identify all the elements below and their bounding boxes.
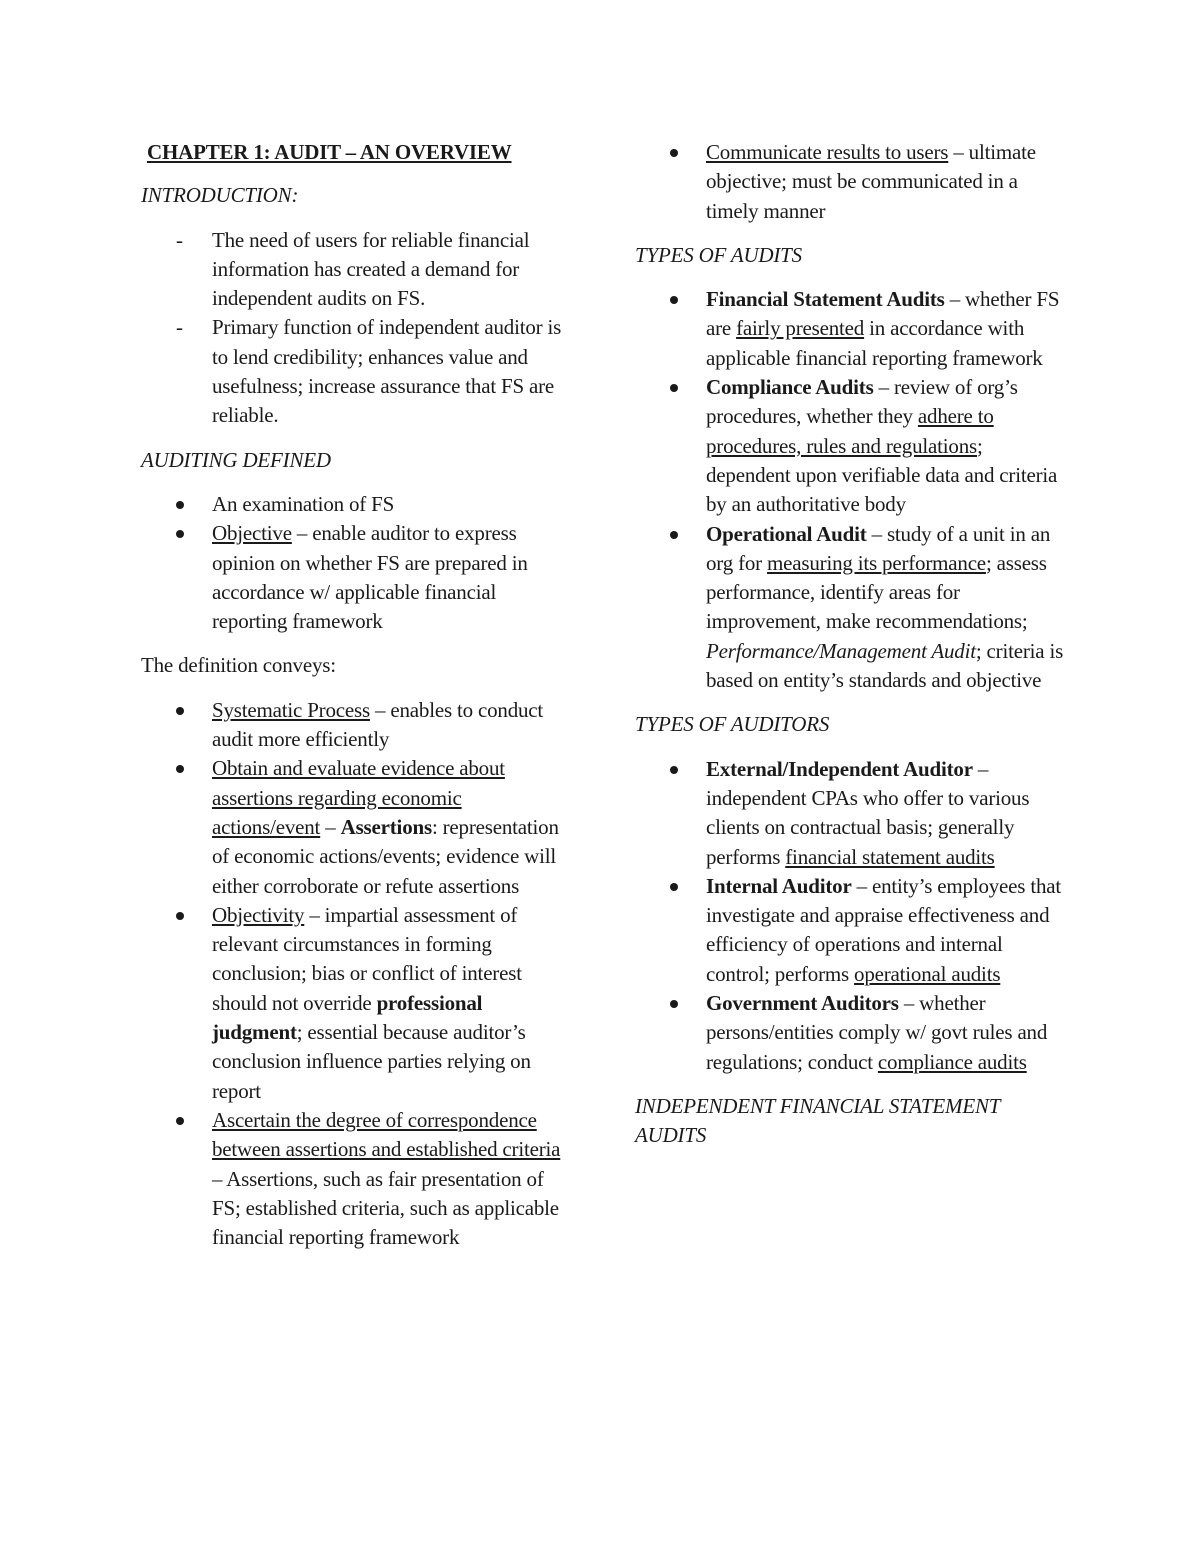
bullet-icon <box>176 912 184 920</box>
dash-marker: - <box>176 227 183 252</box>
types-of-auditors-list <box>635 755 1070 1077</box>
list-item: Communicate results to users – ultimate objective; must be communicated in a timely manner <box>635 138 1070 226</box>
list-item: Obtain and evaluate evidence about assertions regarding economic actions/event – Assertions: representation of economic actions/events; evidence will either corroborate or refute assertions <box>141 754 571 900</box>
definition-conveys-list <box>141 696 571 1253</box>
left-column <box>141 138 571 1267</box>
introduction-heading: INTRODUCTION: <box>141 183 299 208</box>
list-item: External/Independent Auditor – independent CPAs who offer to various clients on contractual basis; generally performs financial statement audits <box>635 755 1070 872</box>
list-item: An examination of FS <box>141 490 571 519</box>
auditing-defined-heading: AUDITING DEFINED <box>141 447 331 472</box>
list-item: Financial Statement Audits – whether FS are fairly presented in accordance with applicable financial reporting framework <box>635 285 1070 373</box>
right-column <box>635 138 1070 1166</box>
list-item: Systematic Process – enables to conduct audit more efficiently <box>141 696 571 755</box>
bullet-icon <box>670 883 678 891</box>
bullet-icon <box>176 530 184 538</box>
bullet-icon <box>670 296 678 304</box>
bullet-icon <box>670 1000 678 1008</box>
list-item: Ascertain the degree of correspondence between assertions and established criteria – Assertions, such as fair presentation of FS; established criteria, such as applicable financial reporting framework <box>141 1106 571 1252</box>
introduction-list <box>141 226 571 431</box>
bullet-icon <box>176 707 184 715</box>
bullet-icon <box>670 149 678 157</box>
bullet-icon <box>176 1117 184 1125</box>
types-of-audits-heading: TYPES OF AUDITS <box>635 242 802 267</box>
types-of-audits-list <box>635 285 1070 695</box>
bullet-icon <box>670 766 678 774</box>
chapter-title: CHAPTER 1: AUDIT – AN OVERVIEW <box>147 140 512 164</box>
auditing-defined-list <box>141 490 571 636</box>
independent-fs-audits-heading: INDEPENDENT FINANCIAL STATEMENT AUDITS <box>635 1093 1000 1148</box>
dash-marker: - <box>176 315 183 340</box>
list-item: Compliance Audits – review of org’s procedures, whether they adhere to procedures, rules and regulations; dependent upon verifiable data and criteria by an authoritative body <box>635 373 1070 519</box>
bullet-icon <box>670 384 678 392</box>
list-item: Government Auditors – whether persons/entities comply w/ govt rules and regulations; conduct compliance audits <box>635 989 1070 1077</box>
bullet-icon <box>670 531 678 539</box>
list-item: Objectivity – impartial assessment of relevant circumstances in forming conclusion; bias or conflict of interest should not override professional judgment; essential because auditor’s conclusion influence parties relying on report <box>141 901 571 1106</box>
list-item: Internal Auditor – entity’s employees that investigate and appraise effectiveness and efficiency of operations and internal control; performs operational audits <box>635 872 1070 989</box>
bullet-icon <box>176 501 184 509</box>
types-of-auditors-heading: TYPES OF AUDITORS <box>635 712 830 737</box>
list-item: Operational Audit – study of a unit in an org for measuring its performance; assess performance, identify areas for improvement, make recommendations; Performance/Management Audit; criteria is based on entity’s standards and objective <box>635 520 1070 696</box>
communicate-list <box>635 138 1070 226</box>
list-item: - Primary function of independent auditor is to lend credibility; enhances value and usefulness; increase assurance that FS are reliable. <box>176 315 562 428</box>
list-item: - The need of users for reliable financial information has created a demand for independent audits on FS. <box>176 227 530 311</box>
list-item: Objective – enable auditor to express opinion on whether FS are prepared in accordance w/ applicable financial reporting framework <box>141 519 571 636</box>
bullet-icon <box>176 765 184 773</box>
definition-conveys-text: The definition conveys: <box>141 653 336 678</box>
